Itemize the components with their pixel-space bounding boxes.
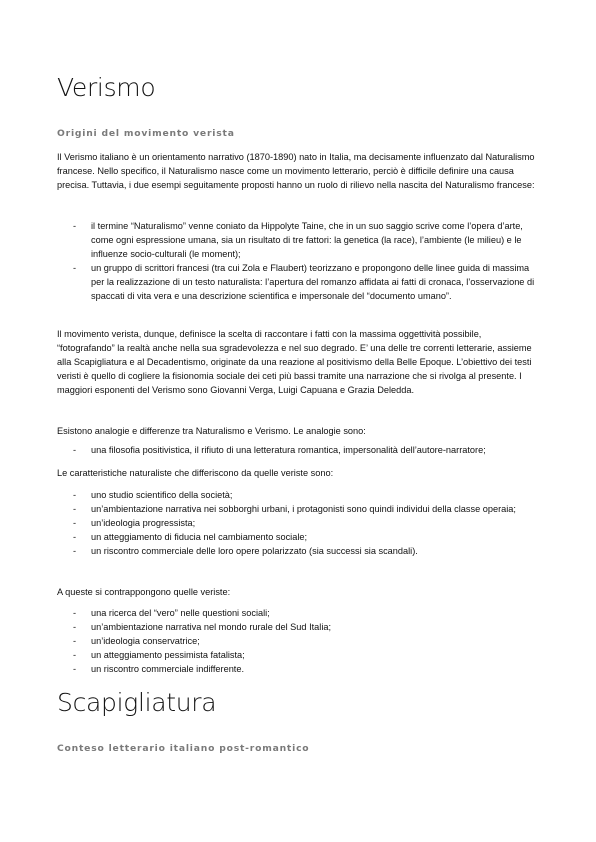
list-item: - un’ambientazione narrativa nei sobborghi urbani, i protagonisti sono quindi individui della classe operaia; xyxy=(57,502,539,516)
list-item: - il termine “Naturalismo” venne coniato da Hippolyte Taine, che in un suo saggio scrive come l’opera d’arte, come ogni espressione umana, sia un risultato di tre fattori: la genetica (la race), l’ambiente (le milieu) e le influenze socio-culturali (le moment); xyxy=(57,219,539,261)
list-item: - un riscontro commerciale delle loro opere polarizzato (sia successi sia scandali). xyxy=(57,544,539,558)
list-item: - un atteggiamento pessimista fatalista; xyxy=(57,648,539,662)
section-title-verismo: Verismo xyxy=(57,73,156,102)
list-item: - un’ideologia conservatrice; xyxy=(57,634,539,648)
list-item: - uno studio scientifico della società; xyxy=(57,488,539,502)
list-item: - un atteggiamento di fiducia nel cambiamento sociale; xyxy=(57,530,539,544)
analogies-intro: Esistono analogie e differenze tra Naturalismo e Verismo. Le analogie sono: xyxy=(57,426,366,436)
list-item: - un riscontro commerciale indifferente. xyxy=(57,662,539,676)
naturalist-intro: Le caratteristiche naturaliste che differiscono da quelle veriste sono: xyxy=(57,468,334,478)
verist-list xyxy=(57,606,539,676)
section-subtitle-origins: Origini del movimento verista xyxy=(57,128,235,139)
verist-intro: A queste si contrappongono quelle veriste: xyxy=(57,587,231,597)
movement-paragraph: Il movimento verista, dunque, definisce la scelta di raccontare i fatti con la massima oggettività possibile, “fotografando” la realtà anche nella sua sgradevolezza e nel suo degrado. E’ una delle tre correnti letterarie, assieme alla Scapigliatura e al Decadentismo, originate da una reazione al positivismo della Belle Epoque. L’obiettivo dei testi veristi è quello di cogliere la fisionomia sociale dei ceti più bassi tramite una narrazione che si rivolga al presente. I maggiori esponenti del Verismo sono Giovanni Verga, Luigi Capuana e Grazia Deledda. xyxy=(57,329,532,396)
section-title-scapigliatura: Scapigliatura xyxy=(57,688,217,717)
analogies-list xyxy=(57,443,539,457)
list-item: - una ricerca del “vero” nelle questioni sociali; xyxy=(57,606,539,620)
section-subtitle-context: Conteso letterario italiano post-romantico xyxy=(57,743,310,754)
naturalist-list xyxy=(57,488,539,558)
list-item: - un gruppo di scrittori francesi (tra cui Zola e Flaubert) teorizzano e propongono delle linee guida di massima per la realizzazione di un testo naturalista: l’apertura del romanzo affidata ai fatti di cronaca, l’osservazione di spaccati di vita vera e una descrizione scientifica e impersonale del “documento umano”. xyxy=(57,261,539,303)
origins-list xyxy=(57,219,539,304)
list-item: - una filosofia positivistica, il rifiuto di una letteratura romantica, impersonalità dell’autore-narratore; xyxy=(57,443,539,457)
intro-paragraph: Il Verismo italiano è un orientamento narrativo (1870-1890) nato in Italia, ma decisamente influenzato dal Naturalismo francese. Nello specifico, il Naturalismo nasce come un movimento letterario, perciò è difficile definire una causa precisa. Tuttavia, i due esempi seguitamente proposti hanno un ruolo di rilievo nella nascita del Naturalismo francese: xyxy=(57,152,535,191)
list-item: - un’ideologia progressista; xyxy=(57,516,539,530)
list-item: - un’ambientazione narrativa nel mondo rurale del Sud Italia; xyxy=(57,620,539,634)
